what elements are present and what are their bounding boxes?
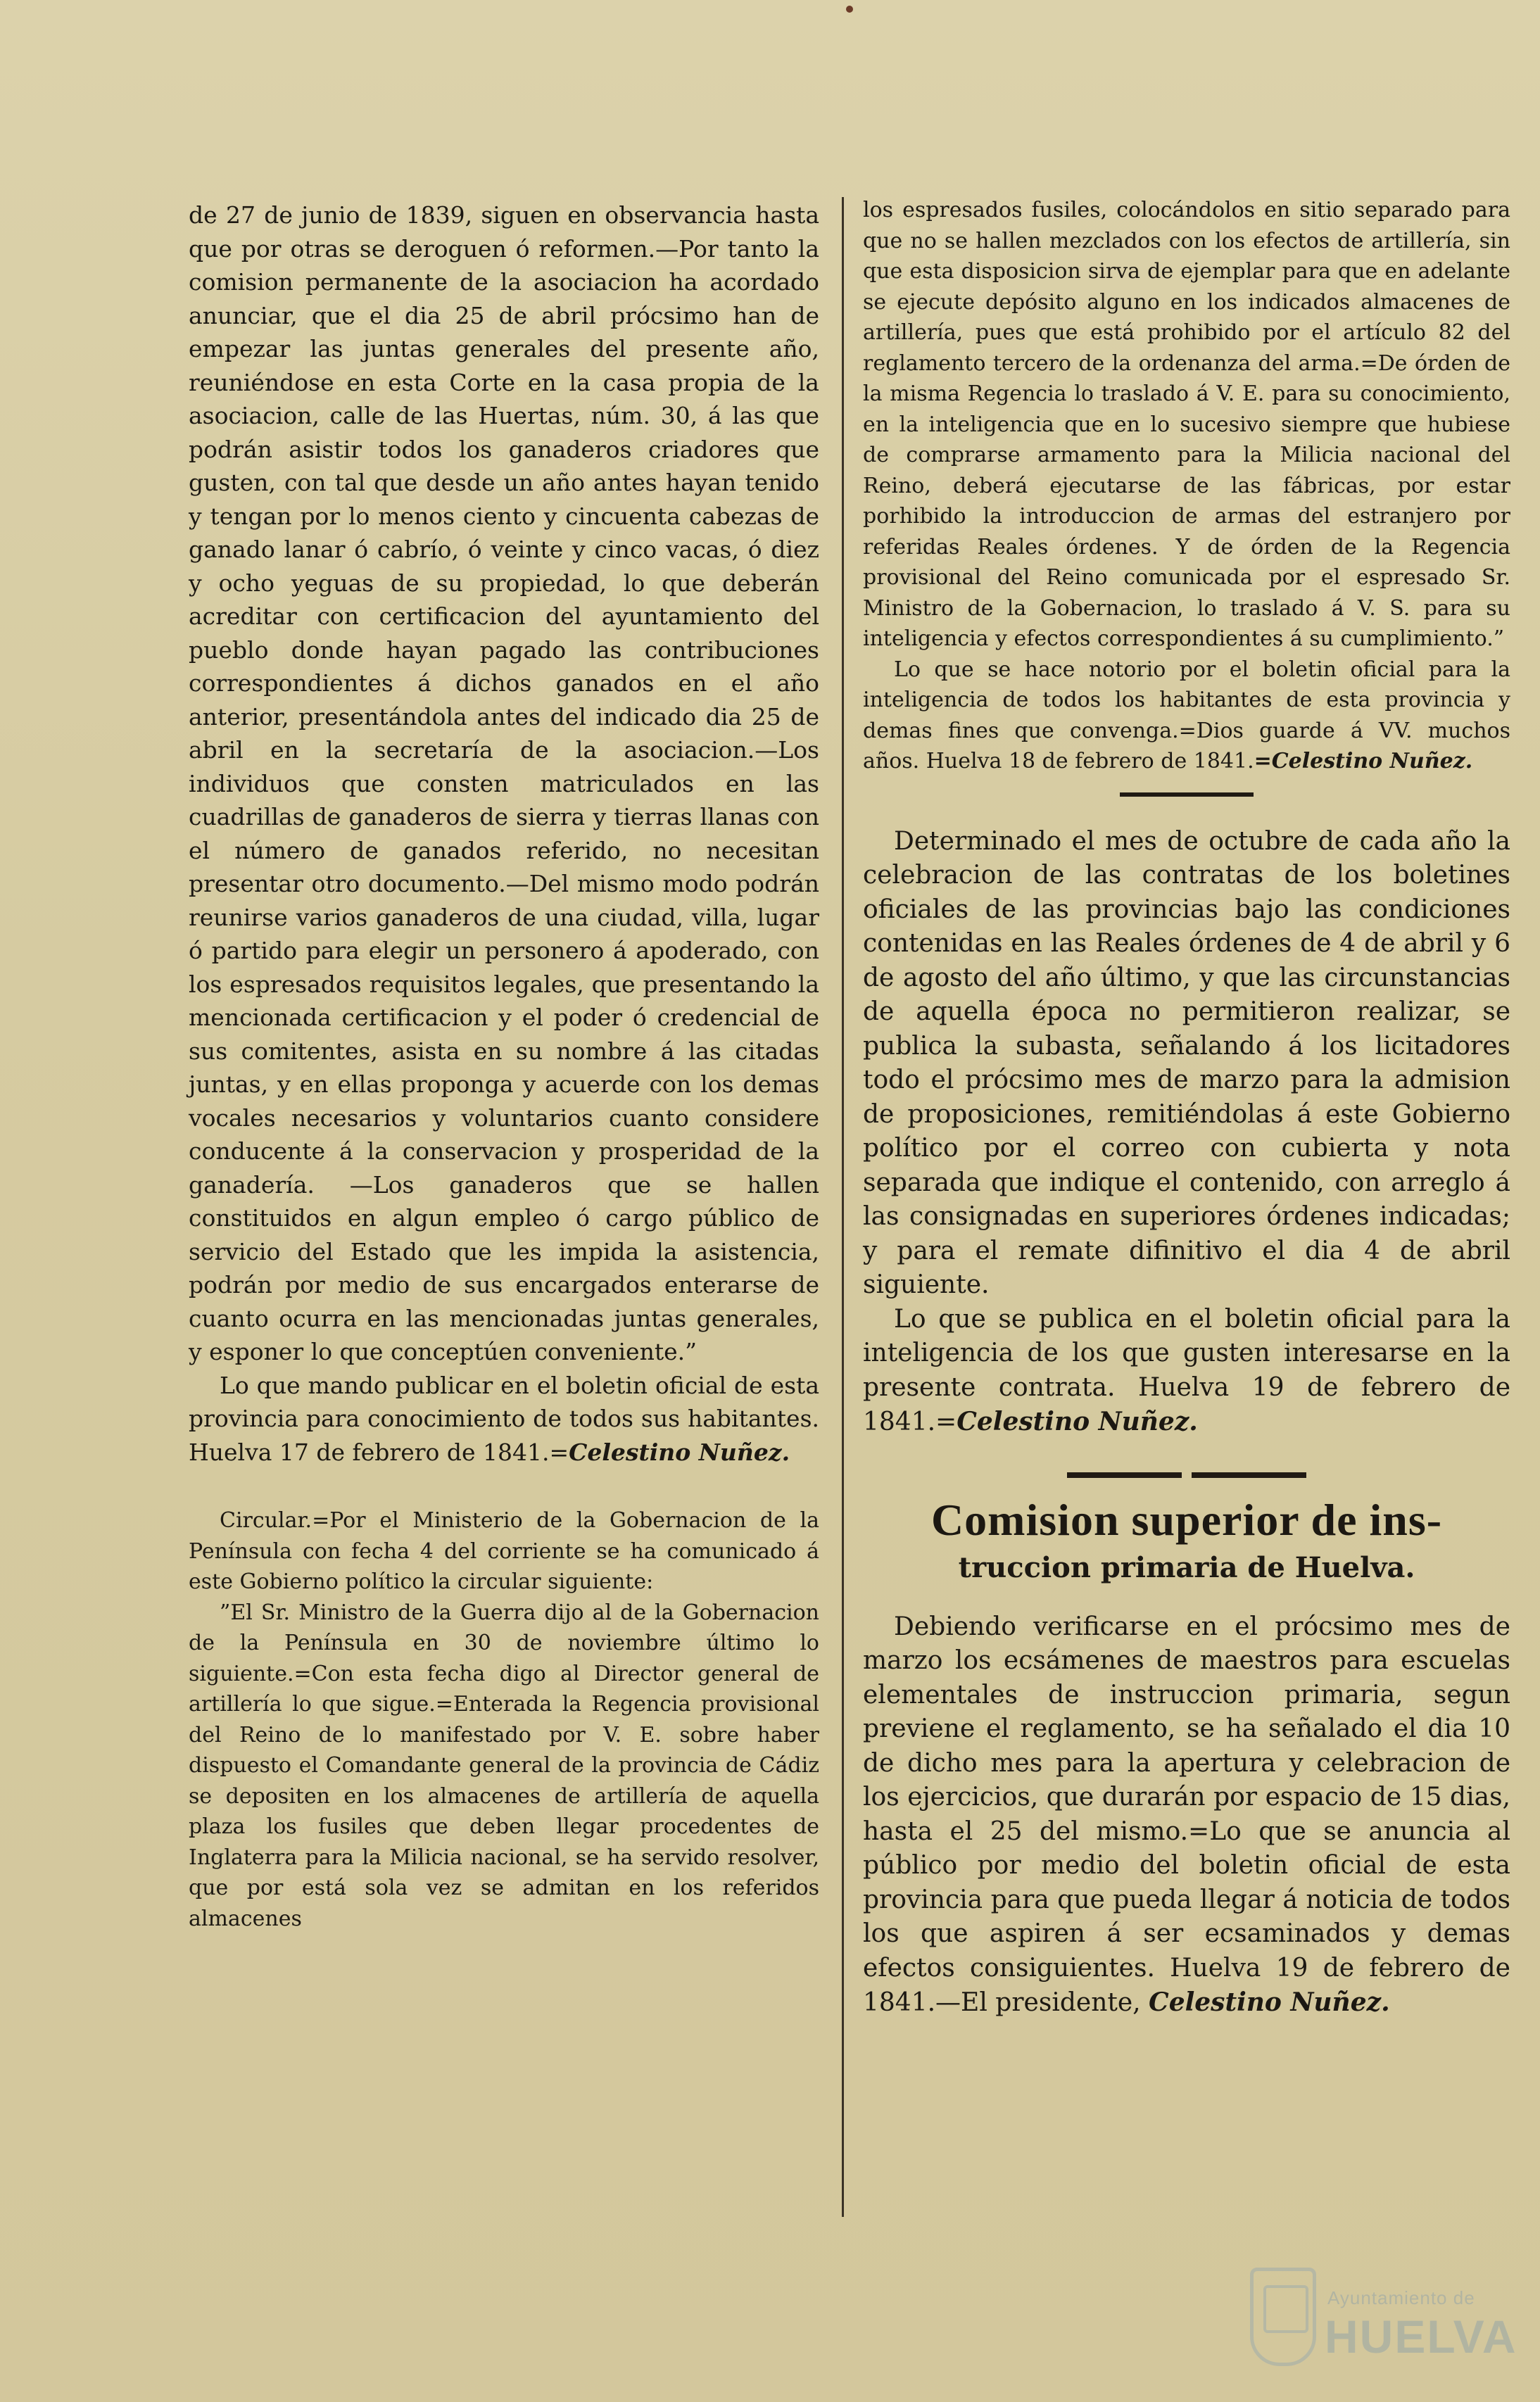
archive-watermark xyxy=(1250,2268,1525,2366)
contract-publication-paragraph xyxy=(863,1303,1510,1440)
right-column xyxy=(863,195,1510,2021)
contract-auction-paragraph: Determinado el mes de octubre de cada año la celebracion de las contratas de los boletines oficiales de las provincias bajo las condiciones contenidas en las Reales órdenes de 4 de abril y 6 de agosto del año último, y que las circunstancias de aquella época no permitieron realizar, se publica la subasta, señalando á los licitadores todo el prócsimo mes de marzo para la admision de proposiciones, remitiéndolas á este Gobierno político por el correo con cubierta y nota separada que indique el contenido, con arreglo á las consignadas en superiores órdenes indicadas; y para el remate difinitivo el dia 4 de abril siguiente. xyxy=(863,826,1510,1299)
circular-intro-paragraph: Circular.=Por el Ministerio de la Gobernacion de la Península con fecha 4 del corriente se ha comunicado á este Gobierno político la circular siguiente: xyxy=(189,1508,819,1594)
section-subtitle: truccion primaria de Huelva. xyxy=(958,1550,1415,1584)
left-column xyxy=(189,198,819,1934)
exams-notice-paragraph xyxy=(863,1610,1510,2021)
signature: =Celestino Nuñez. xyxy=(1254,749,1473,773)
exams-notice-text: Debiendo verificarse en el prócsimo mes de marzo los ecsámenes de maestros para escuelas elementales de instruccion primaria, segun previene el reglamento, se ha señalado el dia 10 de dicho mes para la apertura y celebracion de los ejercicios, que durarán por espacio de 15 dias, hasta el 25 del mismo.=Lo que se anuncia al público por medio del boletin oficial de esta provincia para que pueda llegar á noticia de todos los que aspiren á ser ecsaminados y demas efectos consiguientes. Huelva 19 de febrero de 1841.—El presidente, xyxy=(863,1612,1510,2017)
signature: Celestino Nuñez. xyxy=(957,1407,1198,1436)
watermark-line1: Ayuntamiento de xyxy=(1327,2287,1475,2308)
notification-paragraph xyxy=(863,655,1510,777)
separator-rule xyxy=(1120,792,1254,797)
double-separator-rule xyxy=(1067,1472,1306,1478)
ganaderos-notice-paragraph: de 27 de junio de 1839, siguen en observancia hasta que por otras se deroguen ó reformen.—Por tanto la comision permanente de la asociacion ha acordado anunciar, que el dia 25 de abril prócsimo han de empezar las juntas generales del presente año, reuniéndose en esta Corte en la casa propia de la asociacion, calle de las Huertas, núm. 30, á las que podrán asistir todos los ganaderos criadores que gusten, con tal que desde un año antes hayan tenido y tengan por lo menos ciento y cincuenta cabezas de ganado lanar ó cabrío, ó veinte y cinco vacas, ó diez y ocho yeguas de su propiedad, lo que deberán acreditar con certificacion del ayuntamiento del pueblo donde hayan pagado las contribuciones correspondientes á dichos ganados en el año anterior, presentándola antes del indicado dia 25 de abril en la secretaría de la asociacion.—Los individuos que consten matriculados en las cuadrillas de ganaderos de sierra y tierras llanas con el número de ganados referido, no necesitan presentar otro documento.—Del mismo modo podrán reunirse varios ganaderos de una ciudad, villa, lugar ó partido para elegir un personero á apoderado, con los espresados requisitos legales, que presentando la mencionada certificacion y el poder ó credencial de sus comitentes, asista en su nombre á las citadas juntas, y en ellas proponga y acuerde con los demas vocales necesarios y voluntarios cuanto considere conducente á la conservacion y prosperidad de la ganadería. —Los ganaderos que se hallen constituidos en algun empleo ó cargo público de servicio del Estado que les impida la asistencia, podrán por medio de sus encargados enterarse de cuanto ocurra en las mencionadas juntas generales, y esponer lo que conceptúen conveniente.” xyxy=(189,201,819,1365)
section-title: Comision superior de ins- xyxy=(930,1494,1443,1545)
coat-of-arms-icon xyxy=(1250,2268,1316,2366)
publication-order-text: Lo que mando publicar en el boletin oficial de esta provincia para conocimiento de todos sus habitantes. Huelva 17 de febrero de 1841.= xyxy=(189,1371,819,1466)
circular-body-paragraph: ”El Sr. Ministro de la Guerra dijo al de la Gobernacion de la Península en 30 de noviembre último lo siguiente.=Con esta fecha digo al Director general de artillería lo que sigue.=Enterada la Regencia provisional del Reino de lo manifestado por V. E. sobre haber dispuesto el Comandante general de la provincia de Cádiz se depositen en los almacenes de artillería de aquella plaza los fusiles que deben llegar procedentes de Inglaterra para la Milicia nacional, se ha servido resolver, que por está sola vez se admitan en los referidos almacenes xyxy=(189,1600,819,1931)
signature: Celestino Nuñez. xyxy=(569,1438,790,1466)
contract-publication-text: Lo que se publica en el boletin oficial para la inteligencia de los que gusten interesarse en la presente contrata. Huelva 19 de febrero de 1841.= xyxy=(863,1304,1510,1436)
signature: Celestino Nuñez. xyxy=(1149,1987,1390,2017)
column-divider xyxy=(842,197,844,2217)
notification-text: Lo que se hace notorio por el boletin oficial para la inteligencia de todos los habitantes de esta provincia y demas fines que convenga.=Dios guarde á VV. muchos años. Huelva 18 de febrero de 1841. xyxy=(863,657,1510,773)
ink-dot xyxy=(846,6,853,13)
publication-order-paragraph xyxy=(189,1369,819,1469)
watermark-line2: HUELVA xyxy=(1325,2311,1517,2363)
spacer xyxy=(189,1469,819,1505)
circular-continuation-paragraph: los espresados fusiles, colocándolos en sitio separado para que no se hallen mezclados con los efectos de artillería, sin que esta disposicion sirva de ejemplar para que en adelante se ejecute depósito alguno en los indicados almacenes de artillería, pues que está prohibido por el artículo 82 del reglamento tercero de la ordenanza del arma.=De órden de la misma Regencia lo traslado á V. E. para su conocimiento, en la inteligencia que en lo sucesivo siempre que hubiese de comprarse armamento para la Milicia nacional del Reino, deberá ejecutarse de las fábricas, por estar porhibido la introduccion de armas del estranjero por referidas Reales órdenes. Y de órden de la Regencia provisional del Reino comunicada por el espresado Sr. Ministro de la Gobernacion, lo traslado á V. S. para su inteligencia y efectos correspondientes á su cumplimiento.” xyxy=(863,198,1510,651)
